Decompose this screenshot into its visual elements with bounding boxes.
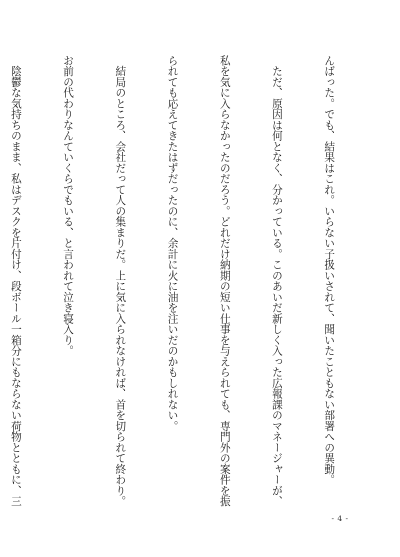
text-line: られても応えてきたはずだったのに、余計に火に油を注いだのかもしれない。	[166, 55, 179, 432]
text-line: んばった。でも、結果はこれ。いらない子扱いされて、聞いたこともない部署への異動。	[323, 55, 336, 485]
text-line: ただ、原因は何となく、分かっている。このあいだ新しく入った広報課のマネージャーが、	[270, 55, 283, 507]
text-line: 陰鬱な気持ちのまま、私はデスクを片付け、段ボール一箱分にもならない荷物とともに、三	[9, 55, 22, 507]
page-number: - 4 -	[331, 514, 349, 523]
vertical-text-body	[9, 55, 372, 507]
text-line: 私を気に入らなかったのだろう。どれだけ納期の短い仕事を与えられても、専門外の案件を振	[218, 55, 231, 507]
text-line: 結局のところ、会社だって人の集まりだ。上に気に入られなければ、首を切られて終わり。	[114, 55, 127, 507]
text-line: お前の代わりなんていくらでもいる、と言われて泣き寝入り。	[62, 55, 75, 356]
